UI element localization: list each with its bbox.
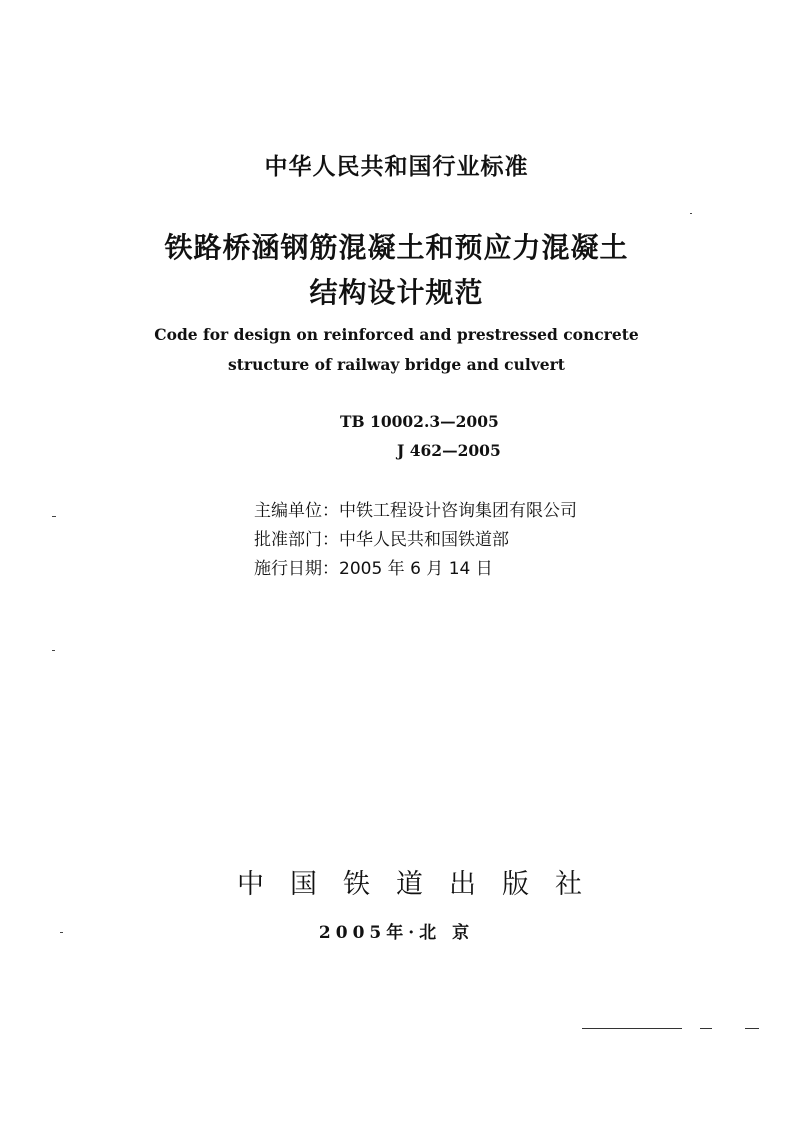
scan-speck xyxy=(690,213,692,214)
approver-label: 批准部门： xyxy=(254,530,339,550)
title-zh-line1: 铁路桥涵钢筋混凝土和预应力混凝土 xyxy=(164,231,629,264)
approver-value: 中华人民共和国铁道部 xyxy=(339,530,509,550)
effective-date-row xyxy=(254,554,493,579)
publisher: 中国铁道出版社 xyxy=(237,869,608,900)
approver-row xyxy=(254,525,509,550)
title-zh-line2: 结构设计规范 xyxy=(309,276,484,309)
title-en-line2: structure of railway bridge and culvert xyxy=(228,355,565,374)
effective-date-value: 2005 年 6 月 14 日 xyxy=(339,559,493,579)
scan-footer-line xyxy=(700,1028,712,1029)
editor-value: 中铁工程设计咨询集团有限公司 xyxy=(339,501,577,521)
scan-speck xyxy=(52,516,56,517)
scan-footer-line xyxy=(582,1028,682,1029)
standard-code-tb: TB 10002.3—2005 xyxy=(340,412,499,431)
standard-code-j: J 462—2005 xyxy=(397,441,501,460)
scan-footer-line xyxy=(745,1028,759,1029)
publication-date: 2005年·北 京 xyxy=(318,923,475,943)
title-en-line1: Code for design on reinforced and prestressed concrete xyxy=(154,325,639,344)
editor-label: 主编单位： xyxy=(254,501,339,521)
scan-speck xyxy=(60,932,63,933)
standard-type: 中华人民共和国行业标准 xyxy=(264,154,529,180)
editor-row xyxy=(254,496,577,521)
effective-date-label: 施行日期： xyxy=(254,559,339,579)
scan-speck xyxy=(52,650,55,651)
